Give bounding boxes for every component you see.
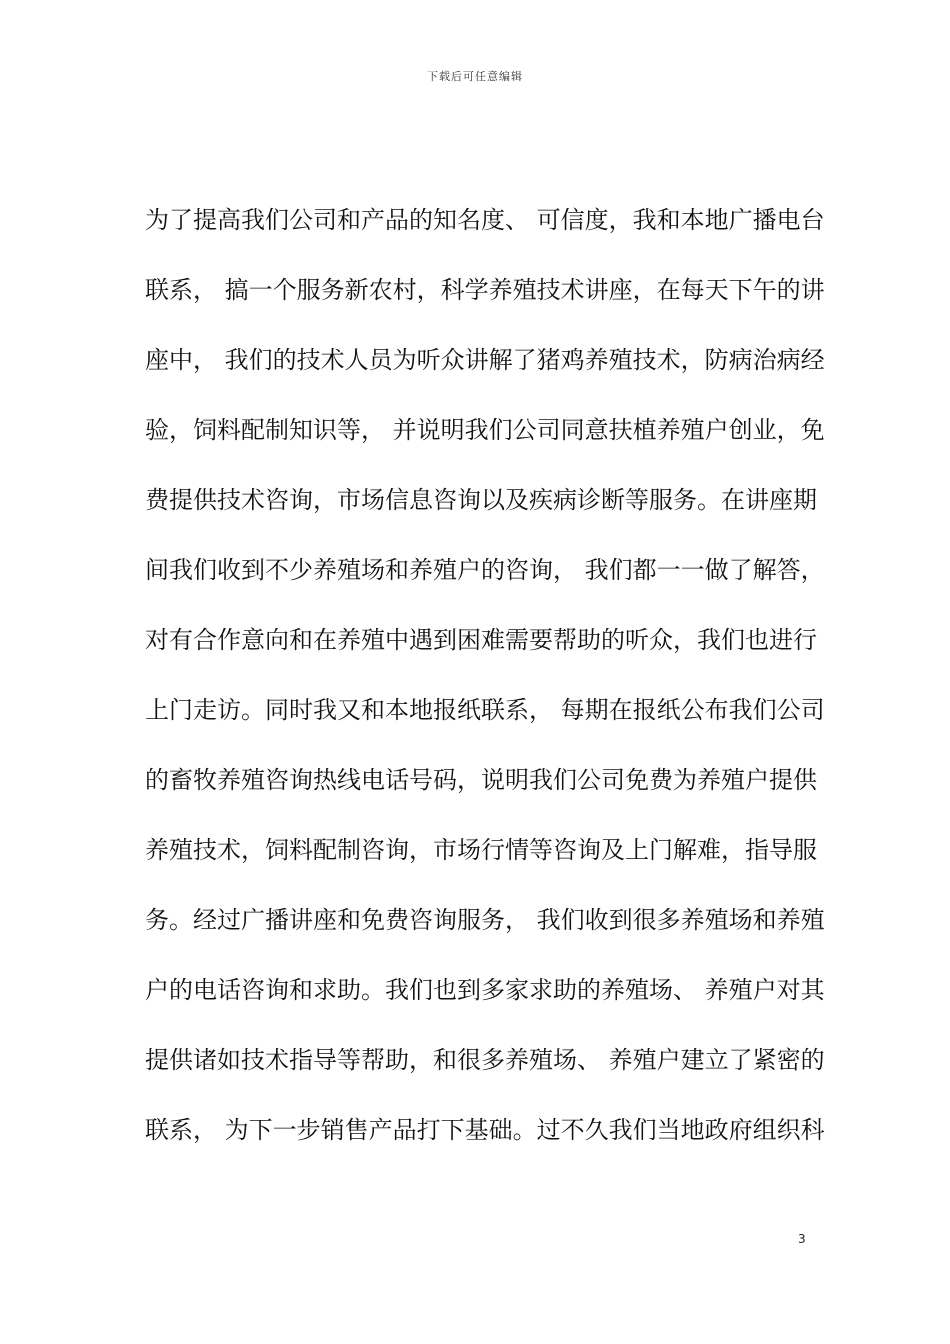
text-line: 养殖技术，饲料配制咨询，市场行情等咨询及上门解难，指导服 — [145, 836, 817, 864]
text-line: 户的电话咨询和求助。我们也到多家求助的养殖场、 养殖户对其 — [145, 976, 825, 1004]
page-number: 3 — [798, 1232, 806, 1246]
text-line: 提供诸如技术指导等帮助，和很多养殖场、 养殖户建立了紧密的 — [145, 1046, 825, 1074]
text-line: 费提供技术咨询，市场信息咨询以及疾病诊断等服务。在讲座期 — [145, 486, 817, 514]
text-line: 对有合作意向和在养殖中遇到困难需要帮助的听众，我们也进行 — [145, 626, 817, 654]
text-line: 务。经过广播讲座和免费咨询服务， 我们收到很多养殖场和养殖 — [145, 906, 825, 934]
text-line: 联系， 为下一步销售产品打下基础。过不久我们当地政府组织科 — [145, 1116, 825, 1144]
text-line: 座中， 我们的技术人员为听众讲解了猪鸡养殖技术，防病治病经 — [145, 346, 825, 374]
text-line: 的畜牧养殖咨询热线电话号码，说明我们公司免费为养殖户提供 — [145, 766, 817, 794]
text-line: 上门走访。同时我又和本地报纸联系， 每期在报纸公布我们公司 — [145, 696, 825, 724]
text-line: 联系， 搞一个服务新农村，科学养殖技术讲座，在每天下午的讲 — [145, 276, 825, 304]
header-note: 下载后可任意编辑 — [427, 70, 523, 83]
text-line: 验，饲料配制知识等， 并说明我们公司同意扶植养殖户创业，免 — [145, 416, 825, 444]
text-line: 为了提高我们公司和产品的知名度、 可信度，我和本地广播电台 — [145, 206, 825, 234]
text-line: 间我们收到不少养殖场和养殖户的咨询， 我们都一一做了解答， — [145, 556, 825, 584]
